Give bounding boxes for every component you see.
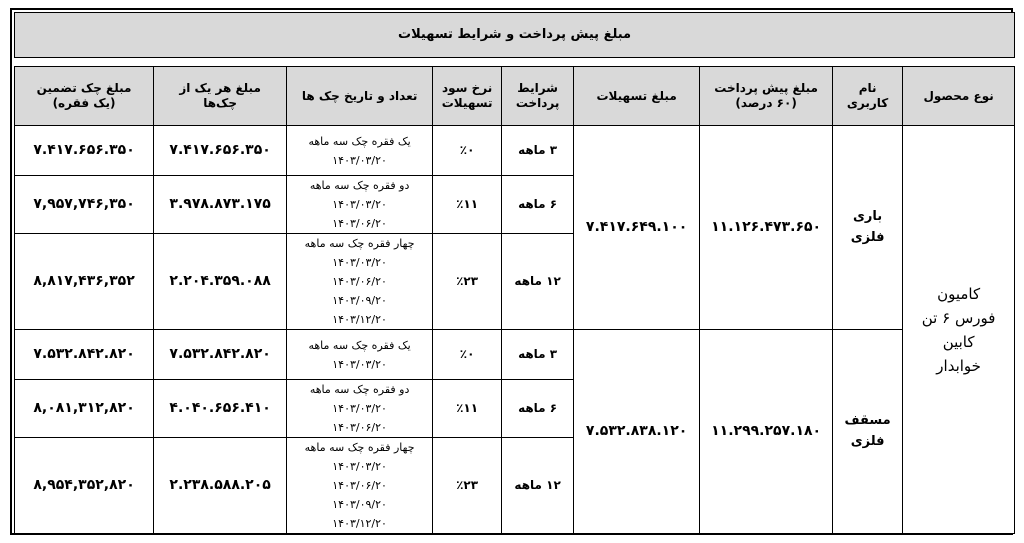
header-facility-amount: مبلغ تسهیلات — [574, 67, 700, 126]
table-row — [15, 126, 1015, 176]
cheque-date: ۱۴۰۳/۰۹/۲۰ — [332, 498, 387, 511]
guarantee-cheque-cell: ۸,۸۱۷,۴۳۶,۳۵۲ — [15, 234, 154, 330]
cheque-date: ۱۴۰۳/۰۳/۲۰ — [332, 357, 387, 371]
each-cheque-amount-cell: ۲.۲۳۸.۵۸۸.۲۰۵ — [154, 438, 287, 534]
interest-rate-cell: ٪۲۳ — [433, 438, 502, 534]
cheque-date: ۱۴۰۳/۰۳/۲۰ — [332, 198, 387, 211]
interest-rate-cell: ٪۲۳ — [433, 234, 502, 330]
each-cheque-amount-cell: ۷.۵۳۲.۸۴۲.۸۲۰ — [154, 330, 287, 380]
guarantee-cheque-cell: ۸,۹۵۴,۳۵۲,۸۲۰ — [15, 438, 154, 534]
cheque-date: ۱۴۰۳/۰۳/۲۰ — [332, 460, 387, 473]
header-usage-name: نام کاربری — [833, 67, 903, 126]
guarantee-cheque-cell: ۷.۴۱۷.۶۵۶.۳۵۰ — [15, 126, 154, 176]
each-cheque-amount-cell: ۷.۴۱۷.۶۵۶.۳۵۰ — [154, 126, 287, 176]
cheque-date: ۱۴۰۳/۰۶/۲۰ — [332, 479, 387, 492]
interest-rate-cell: ٪۱۱ — [433, 380, 502, 438]
interest-rate-cell: ٪۱۱ — [433, 176, 502, 234]
cheque-date: ۱۴۰۳/۰۳/۲۰ — [332, 402, 387, 415]
cheque-date: ۱۴۰۳/۱۲/۲۰ — [332, 517, 387, 530]
header-product-type: نوع محصول — [903, 67, 1015, 126]
cheque-count-date-cell — [287, 438, 433, 534]
cheque-count-date-cell — [287, 126, 433, 176]
payment-term-cell: ۶ ماهه — [502, 176, 574, 234]
product-type-cell: کامیون فورس ۶ تن کابین خوابدار — [903, 126, 1015, 534]
each-cheque-amount-cell: ۴.۰۴۰.۶۵۶.۴۱۰ — [154, 380, 287, 438]
payment-term-cell: ۱۲ ماهه — [502, 234, 574, 330]
prepayment-cell: ۱۱.۱۲۶.۴۷۳.۶۵۰ — [700, 126, 833, 330]
interest-rate-cell: ٪۰ — [433, 330, 502, 380]
spacer — [15, 58, 1015, 67]
payment-term-cell: ۱۲ ماهه — [502, 438, 574, 534]
header-each-cheque: مبلغ هر یک از چک‌ها — [154, 67, 287, 126]
guarantee-cheque-cell: ۷.۵۳۲.۸۴۲.۸۲۰ — [15, 330, 154, 380]
prepayment-cell: ۱۱.۲۹۹.۲۵۷.۱۸۰ — [700, 330, 833, 534]
header-payment-terms: شرایط پرداخت — [502, 67, 574, 126]
cheque-count-date-cell — [287, 176, 433, 234]
facilities-table — [14, 12, 1015, 534]
cheque-date: ۱۴۰۳/۰۶/۲۰ — [332, 421, 387, 434]
cheque-date: ۱۴۰۳/۰۹/۲۰ — [332, 294, 387, 307]
guarantee-cheque-cell: ۷,۹۵۷,۷۴۶,۳۵۰ — [15, 176, 154, 234]
header-guarantee-cheque: مبلغ چک تضمین (یک فقره) — [15, 67, 154, 126]
payment-term-cell: ۳ ماهه — [502, 126, 574, 176]
cheque-count-label: دو فقره چک سه ماهه — [309, 383, 410, 396]
cheque-date: ۱۴۰۳/۰۳/۲۰ — [332, 153, 387, 167]
table-title: مبلغ پیش پرداخت و شرایط تسهیلات — [15, 13, 1015, 58]
guarantee-cheque-cell: ۸,۰۸۱,۳۱۲,۸۲۰ — [15, 380, 154, 438]
cheque-count-date-cell — [287, 380, 433, 438]
cheque-count-label: چهار فقره چک سه ماهه — [304, 441, 415, 454]
table-row — [15, 330, 1015, 380]
cheque-date: ۱۴۰۳/۰۳/۲۰ — [332, 256, 387, 269]
usage-name-cell: مسقف فلزی — [833, 330, 903, 534]
cheque-count-date-cell — [287, 234, 433, 330]
cheque-count-label: چهار فقره چک سه ماهه — [304, 237, 415, 250]
cheque-date: ۱۴۰۳/۰۶/۲۰ — [332, 275, 387, 288]
cheque-date: ۱۴۰۳/۱۲/۲۰ — [332, 313, 387, 326]
cheque-count-date-cell — [287, 330, 433, 380]
usage-name-cell: باری فلزی — [833, 126, 903, 330]
facility-amount-cell: ۷.۴۱۷.۶۴۹.۱۰۰ — [574, 126, 700, 330]
header-interest-rate: نرخ سود تسهیلات — [433, 67, 502, 126]
cheque-count-label: یک فقره چک سه ماهه — [308, 338, 411, 352]
payment-term-cell: ۳ ماهه — [502, 330, 574, 380]
payment-term-cell: ۶ ماهه — [502, 380, 574, 438]
each-cheque-amount-cell: ۳.۹۷۸.۸۷۳.۱۷۵ — [154, 176, 287, 234]
interest-rate-cell: ٪۰ — [433, 126, 502, 176]
header-prepayment: مبلغ پیش پرداخت (۶۰ درصد) — [700, 67, 833, 126]
each-cheque-amount-cell: ۲.۲۰۴.۳۵۹.۰۸۸ — [154, 234, 287, 330]
cheque-count-label: یک فقره چک سه ماهه — [308, 134, 411, 148]
cheque-date: ۱۴۰۳/۰۶/۲۰ — [332, 217, 387, 230]
facility-amount-cell: ۷.۵۳۲.۸۳۸.۱۲۰ — [574, 330, 700, 534]
header-cheque-count-date: تعداد و تاریخ چک ها — [287, 67, 433, 126]
cheque-count-label: دو فقره چک سه ماهه — [309, 179, 410, 192]
